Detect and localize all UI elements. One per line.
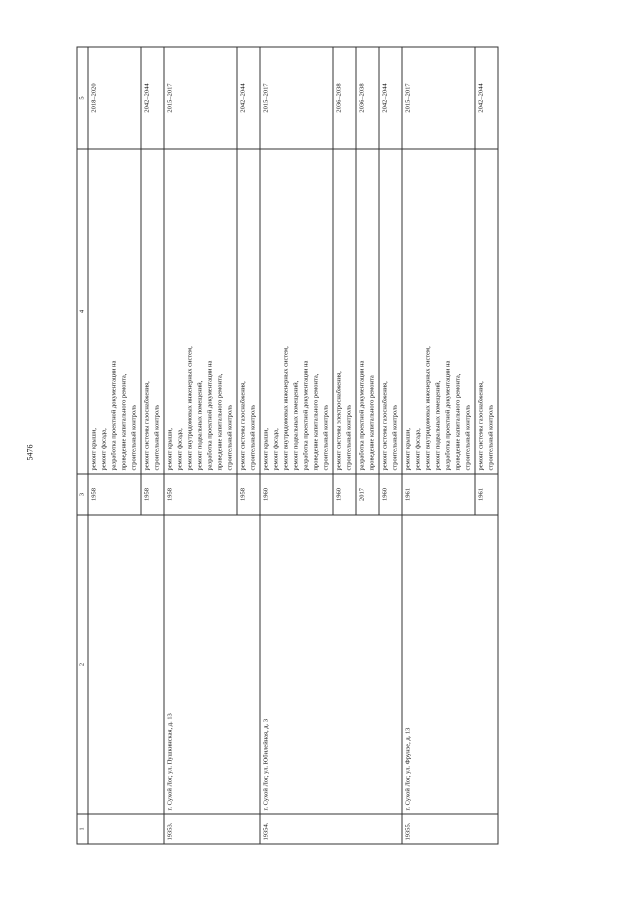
cell-works [356,149,379,474]
cell-number: 19355. [402,814,498,844]
work-item: ремонт системы газоснабжения, [143,381,151,471]
work-item: ремонт фасада, [272,428,280,471]
cell-year: 1960 [260,474,333,515]
header-col-2: 2 [77,515,88,814]
cell-period: 2036–2038 [356,47,379,149]
work-item: ремонт крыши, [166,428,174,471]
work-item: строительный контроль [226,404,234,471]
work-item: ремонт системы газоснабжения, [381,381,389,471]
cell-period: 2015–2017 [402,47,475,149]
cell-year: 1960 [333,474,356,515]
cell-year: 1958 [164,474,237,515]
work-item: проведение капитального ремонта [368,375,376,471]
cell-works [164,149,237,474]
cell-period: 2042–2044 [141,47,164,149]
work-item: ремонт внутридомовых инженерных систем, [424,346,432,471]
table-row [164,47,237,844]
cell-works [379,149,402,474]
cell-address [88,515,164,814]
cell-works [237,149,260,474]
cell-works [260,149,333,474]
cell-number [88,814,164,844]
work-item: ремонт крыши, [262,428,270,471]
work-item: ремонт внутридомовых инженерных систем, [282,346,290,471]
cell-period: 2042–2044 [237,47,260,149]
cell-year: 1961 [475,474,498,515]
cell-period: 2018–2020 [88,47,141,149]
page-number: 5476 [25,444,35,461]
work-item: ремонт фасада, [414,428,422,471]
repair-schedule-table-container [77,73,564,845]
cell-period: 2036–2038 [333,47,356,149]
table-row [402,47,475,844]
cell-year: 1958 [88,474,141,515]
cell-works [141,149,164,474]
cell-works [88,149,141,474]
work-item: разработка проектной документации на [444,360,452,471]
cell-period: 2042–2044 [379,47,402,149]
work-item: проведение капитального ремонта, [216,373,224,471]
work-item: строительный контроль [153,404,161,471]
work-item: строительный контроль [391,404,399,471]
cell-period: 2015–2017 [164,47,237,149]
header-col-1: 1 [77,814,88,844]
work-item: ремонт подвальных помещений, [196,380,204,471]
header-row [77,47,88,844]
work-item: проведение капитального ремонта, [312,373,320,471]
cell-address: г. Сухой Лог, ул. Фрунзе, д. 13 [402,515,498,814]
work-item: строительный контроль [322,404,330,471]
cell-year: 1961 [402,474,475,515]
cell-year: 1958 [237,474,260,515]
work-item: ремонт внутридомовых инженерных систем, [186,346,194,471]
header-col-5: 5 [77,47,88,149]
cell-number: 19354. [260,814,402,844]
work-item: строительный контроль [249,404,257,471]
repair-schedule-table [77,47,499,845]
cell-address: г. Сухой Лог, ул. Пушкинская, д. 13 [164,515,260,814]
work-item: разработка проектной документации на [206,360,214,471]
work-item: разработка проектной документации на [302,360,310,471]
work-item: ремонт фасада, [176,428,184,471]
work-item: строительный контроль [345,404,353,471]
work-item: строительный контроль [487,404,495,471]
work-item: ремонт системы газоснабжения, [239,381,247,471]
table-row [260,47,333,844]
cell-period: 2015–2017 [260,47,333,149]
work-item: ремонт фасада, [100,428,108,471]
work-item: строительный контроль [464,404,472,471]
cell-year: 2017 [356,474,379,515]
work-item: ремонт подвальных помещений, [292,380,300,471]
cell-works [333,149,356,474]
cell-period: 2042–2044 [475,47,498,149]
work-item: проведение капитального ремонта, [120,373,128,471]
cell-works [402,149,475,474]
cell-address: г. Сухой Лог, ул. Юбилейная, д. 3 [260,515,402,814]
work-item: ремонт системы электроснабжения, [335,371,343,471]
work-item: разработка проектной документации на [358,360,366,471]
work-item: ремонт системы газоснабжения, [477,381,485,471]
cell-year: 1958 [141,474,164,515]
header-col-3: 3 [77,474,88,515]
table-row [88,47,141,844]
work-item: ремонт крыши, [90,428,98,471]
work-item: разработка проектной документации на [110,360,118,471]
cell-year: 1960 [379,474,402,515]
work-item: проведение капитального ремонта, [454,373,462,471]
work-item: ремонт крыши, [404,428,412,471]
work-item: ремонт подвальных помещений, [434,380,442,471]
cell-number: 19353. [164,814,260,844]
cell-works [475,149,498,474]
work-item: строительный контроль [130,404,138,471]
header-col-4: 4 [77,149,88,474]
